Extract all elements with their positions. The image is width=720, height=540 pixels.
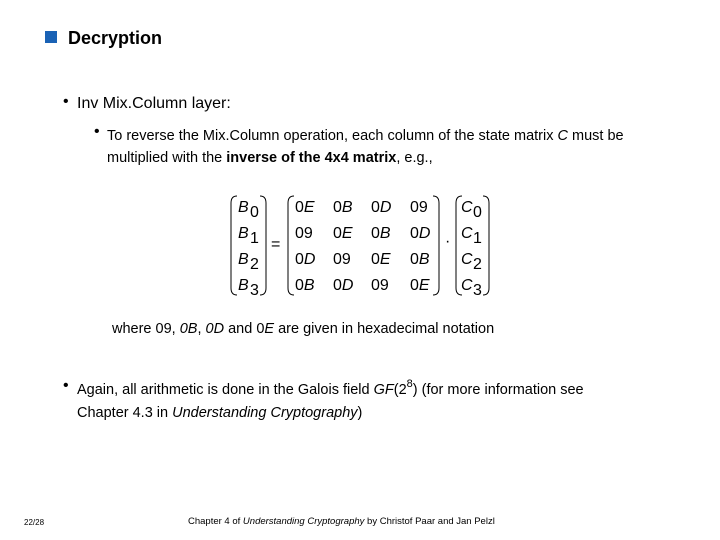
matrix-cell: 0B (410, 251, 430, 268)
lhs-entry-var: B (238, 251, 249, 268)
bullet-dot-icon: • (63, 93, 69, 110)
matrix-cell: 0D (410, 225, 431, 242)
lhs-entry-var: B (238, 225, 249, 242)
slide-title: Decryption (68, 28, 163, 48)
rhs-entry-subscript: 2 (473, 256, 482, 273)
matrix-cell: 0B (333, 199, 353, 216)
lhs-entry-var: B (238, 199, 249, 216)
lhs-entry-subscript: 1 (250, 230, 259, 247)
matrix-cell: 0E (295, 199, 315, 216)
bullet-dot-icon: • (63, 377, 69, 394)
matrix-cell: 0B (295, 277, 315, 294)
bullet-dot-icon: • (94, 123, 100, 140)
rhs-entry-subscript: 3 (473, 282, 482, 299)
rhs-entry-subscript: 0 (473, 204, 482, 221)
footer-citation: Chapter 4 of Understanding Cryptography by Christof Paar and Jan Pelzl (188, 516, 495, 527)
matrix-cell: 0E (371, 251, 391, 268)
matrix-cell: 0D (333, 277, 354, 294)
hex-notation-note: where 09, 0B, 0D and 0E are given in hexadecimal notation (112, 321, 495, 337)
matrix-cell: 0D (295, 251, 316, 268)
sub-bullet-text: To reverse the Mix.Column operation, each column of the state matrix C must be multiplied with the inverse of the 4x4 matrix, e.g., (107, 128, 624, 166)
matrix-cell: 0D (371, 199, 392, 216)
multiply-dot: · (445, 233, 451, 250)
rhs-entry-var: C (461, 199, 473, 216)
matrix-cell: 0E (410, 277, 430, 294)
rhs-entry-var: C (461, 277, 473, 294)
matrix-cell: 09 (295, 225, 313, 242)
matrix-cell: 0E (333, 225, 353, 242)
equals-sign: = (271, 236, 281, 253)
lhs-entry-subscript: 0 (250, 204, 259, 221)
bullet-inv-mixcolumn: Inv Mix.Column layer: (77, 95, 231, 112)
rhs-entry-var: C (461, 251, 473, 268)
matrix-cell: 09 (333, 251, 351, 268)
matrix-cell: 09 (371, 277, 389, 294)
rhs-entry-var: C (461, 225, 473, 242)
lhs-entry-subscript: 3 (250, 282, 259, 299)
matrix-cell: 09 (410, 199, 428, 216)
rhs-entry-subscript: 1 (473, 230, 482, 247)
lhs-entry-var: B (238, 277, 249, 294)
galois-field-bullet: Again, all arithmetic is done in the Galois field $GF(2^8)$ (for more information see Chapter 4.3 in Understanding Cryptography) (77, 378, 584, 421)
matrix-cell: 0B (371, 225, 391, 242)
page-number: 22/28 (24, 518, 45, 527)
lhs-entry-subscript: 2 (250, 256, 259, 273)
